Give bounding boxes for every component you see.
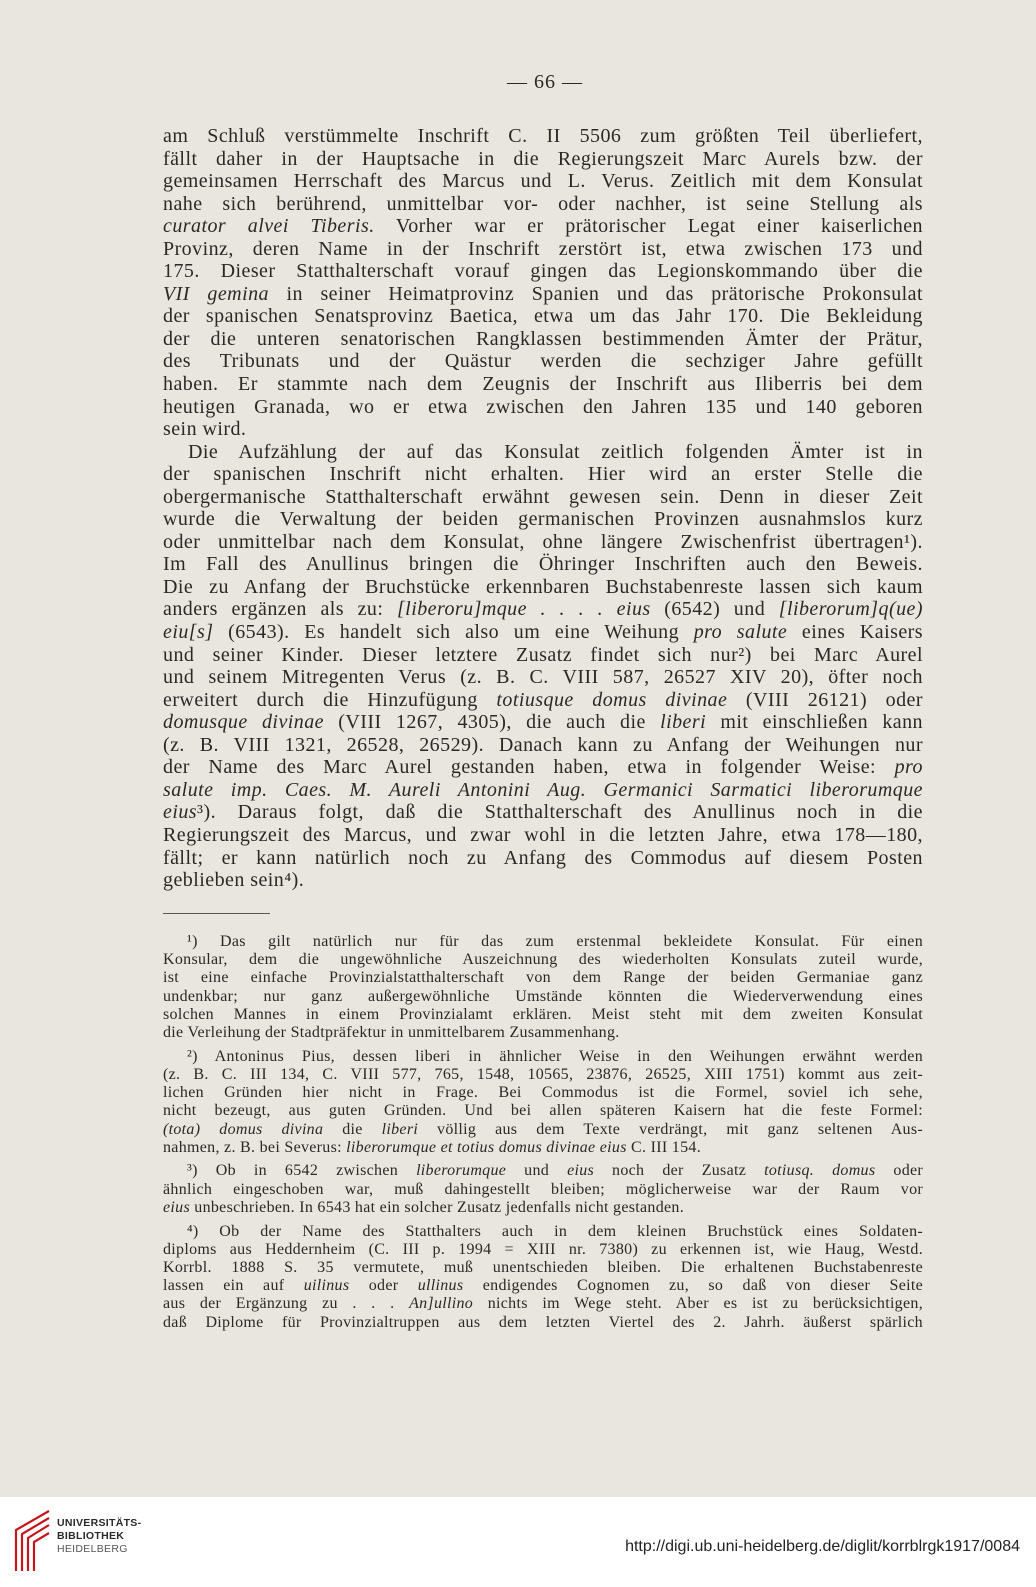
- text-line: [163, 396, 923, 419]
- text-line: [163, 1066, 923, 1084]
- text-run: Im Fall des Anullinus bringen die Öhringer Inschriften auch den Beweis.: [163, 553, 923, 576]
- text-line: [163, 951, 923, 969]
- text-run: oder: [349, 1277, 418, 1295]
- italic-text: uilinus: [303, 1277, 350, 1295]
- text-line: [163, 969, 923, 987]
- text-line: [163, 933, 923, 951]
- text-run: aus der Ergänzung zu . . .: [163, 1295, 410, 1313]
- text-line: [163, 328, 923, 351]
- text-line: [163, 621, 923, 644]
- text-run: der spanischen Senatsprovinz Baetica, etwa um das Jahr 170. Die Bekleidung: [163, 305, 923, 328]
- text-run: daß Diplome für Provinzialtruppen aus dem letzten Viertel des 2. Jahrh. äußerst spärlich: [163, 1313, 923, 1331]
- text-run: Vorher war er prätorischer Legat einer kaiserlichen: [374, 215, 923, 238]
- text-line: [163, 1259, 923, 1277]
- italic-text: [liberorum]q(ue): [778, 598, 923, 621]
- text-run: ³). Daraus folgt, daß die Statthalterschaft des Anullinus noch in die: [197, 801, 923, 824]
- text-line: [163, 148, 923, 171]
- italic-text: curator alvei Tiberis.: [163, 215, 375, 238]
- text-run: heutigen Granada, wo er etwa zwischen den Jahren 135 und 140 geboren: [163, 395, 923, 418]
- italic-text: liberi: [660, 711, 707, 734]
- text-run: undenkbar; nur ganz außergewöhnliche Umstände könnten die Wiederverwendung eines: [163, 987, 923, 1005]
- text-run: mit einschließen kann: [706, 711, 923, 734]
- text-run: haben. Er stammte nach dem Zeugnis der Inschrift aus Iliberris bei dem: [163, 373, 923, 396]
- logo-line-2: BIBLIOTHEK: [57, 1530, 125, 1542]
- italic-text: An]ullino: [409, 1295, 474, 1313]
- university-library-logo-icon: [12, 1508, 52, 1572]
- text-run: obergermanische Statthalterschaft erwähnt gewesen sein. Denn in dieser Zeit: [163, 485, 923, 508]
- text-run: Korrbl. 1888 S. 35 vermutete, muß unentschieden bleiben. Die erhaltenen Buchstabenreste: [163, 1258, 923, 1276]
- italic-text: [liberoru]mque . . . . eius: [396, 598, 651, 621]
- text-run: die Verleihung der Stadtpräfektur in unmittelbarem Zusammenhang.: [163, 1024, 620, 1042]
- text-line: [163, 779, 923, 802]
- italic-text: domusque divinae: [163, 711, 325, 734]
- document-url[interactable]: http://digi.ub.uni-heidelberg.de/diglit/korrblrgk1917/0084: [625, 1538, 1020, 1555]
- text-line: [163, 215, 923, 238]
- italic-text: totiusq. domus: [764, 1162, 876, 1180]
- text-run: nahe sich berührend, unmittelbar vor- oder nachher, ist seine Stellung als: [163, 192, 923, 215]
- text-run: solchen Mannes in einem Provinzialamt erklären. Meist steht mit dem zweiten Konsulat: [163, 1005, 923, 1023]
- text-line: [163, 666, 923, 689]
- text-line: [163, 801, 923, 824]
- text-line: [163, 1277, 923, 1295]
- italic-text: liberi: [381, 1120, 419, 1138]
- italic-text: pro salute: [693, 621, 788, 644]
- text-run: der Name des Marc Aurel gestanden haben, etwa in folgender Weise:: [163, 756, 895, 779]
- text-line: [163, 486, 923, 509]
- text-run: unbeschrieben. In 6543 hat ein solcher Zusatz jedenfalls nicht gestanden.: [189, 1198, 685, 1216]
- text-line: [163, 711, 923, 734]
- text-run: und seiner Kinder. Dieser letztere Zusatz findet sich nur²) bei Marc Aurel: [163, 643, 923, 666]
- footnote-separator: [163, 913, 270, 914]
- library-logo-text: [57, 1517, 141, 1556]
- italic-text: eiu[s]: [163, 621, 214, 644]
- text-run: eines Kaisers: [787, 621, 924, 644]
- text-line: [163, 125, 923, 148]
- text-line: [163, 1121, 923, 1139]
- text-run: ³) Ob in 6542 zwischen: [187, 1162, 417, 1180]
- text-line: [163, 283, 923, 306]
- text-line: [163, 170, 923, 193]
- text-line: [163, 689, 923, 712]
- text-run: (6543). Es handelt sich also um eine Weihung: [213, 621, 694, 644]
- text-line: [163, 869, 923, 892]
- text-line: [163, 1199, 923, 1217]
- text-run: erweitert durch die Hinzufügung: [163, 688, 497, 711]
- italic-text: (tota) domus divina: [163, 1120, 324, 1138]
- text-run: anders ergänzen als zu:: [163, 598, 397, 621]
- text-run: (6542) und: [650, 598, 779, 621]
- text-line: [163, 238, 923, 261]
- text-run: nicht bezeugt, aus guten Gründen. Und bei allen späteren Kaisern hat die feste Formel:: [163, 1102, 923, 1120]
- text-line: [163, 463, 923, 486]
- text-line: [163, 1006, 923, 1024]
- text-run: und seinem Mitregenten Verus (z. B. C. VIII 587, 26527 XIV 20), öfter noch: [163, 666, 923, 689]
- text-run: oder unmittelbar nach dem Konsulat, ohne längere Zwischenfrist übertragen¹).: [163, 530, 923, 553]
- text-run: am Schluß verstümmelte Inschrift C. II 5506 zum größten Teil überliefert,: [163, 125, 923, 147]
- text-run: ⁴) Ob der Name des Statthalters auch in dem kleinen Bruchstück eines Soldaten-: [187, 1222, 923, 1240]
- text-run: (z. B. C. III 134, C. VIII 577, 765, 1548, 10565, 23876, 26525, XIII 1751) kommt aus zeit-: [163, 1065, 923, 1083]
- text-run: ähnlich eingeschoben war, muß dahingestellt bleiben; möglicherweise war der Raum vor: [163, 1180, 923, 1198]
- text-line: [163, 644, 923, 667]
- text-line: [163, 350, 923, 373]
- text-run: noch der Zusatz: [594, 1162, 765, 1180]
- text-line: [163, 531, 923, 554]
- italic-text: VII gemina: [163, 282, 269, 305]
- text-run: sein wird.: [163, 418, 247, 441]
- italic-text: eius: [567, 1162, 595, 1180]
- text-run: oder: [875, 1162, 924, 1180]
- text-line: [163, 847, 923, 870]
- text-run: (VIII 26121) oder: [727, 688, 923, 711]
- text-run: fällt; er kann natürlich noch zu Anfang des Commodus auf diesem Posten: [163, 846, 923, 869]
- text-line: [163, 441, 923, 464]
- text-run: endigendes Cognomen zu, so daß von dieser Seite: [463, 1277, 923, 1295]
- text-line: [163, 1241, 923, 1259]
- italic-text: liberorumque: [416, 1162, 507, 1180]
- italic-text: ullinus: [417, 1277, 464, 1295]
- text-run: Die zu Anfang der Bruchstücke erkennbaren Buchstabenreste lassen sich kaum: [163, 575, 923, 598]
- text-line: [163, 1162, 923, 1180]
- text-run: wurde die Verwaltung der beiden germanischen Provinzen ausnahmslos kurz: [163, 508, 923, 531]
- logo-line-1: UNIVERSITÄTS-: [57, 1517, 142, 1529]
- paragraph-continued: [163, 125, 923, 441]
- text-line: [163, 1295, 923, 1313]
- text-run: fällt daher in der Hauptsache in die Regierungszeit Marc Aurels bzw. der: [163, 147, 923, 170]
- page-number: — 66 —: [507, 71, 583, 93]
- text-line: [163, 1314, 923, 1332]
- text-line: [163, 1181, 923, 1199]
- text-line: [163, 756, 923, 779]
- text-run: ist eine einfache Provinzialstatthalterschaft von dem Range der beiden Germaniae ganz: [163, 969, 923, 987]
- footnote-3: [163, 1162, 923, 1217]
- text-run: Regierungszeit des Marcus, und zwar wohl in die letzten Jahre, etwa 178—180,: [163, 823, 923, 846]
- italic-text: pro: [894, 756, 923, 779]
- text-line: [163, 1084, 923, 1102]
- paragraph: [163, 441, 923, 892]
- text-run: lassen ein auf: [163, 1277, 304, 1295]
- text-run: nahmen, z. B. bei Severus:: [163, 1138, 347, 1156]
- italic-text: totiusque domus divinae: [496, 688, 728, 711]
- text-run: geblieben sein⁴).: [163, 869, 305, 892]
- text-run: ¹) Das gilt natürlich nur für das zum erstenmal bekleidete Konsulat. Für einen: [187, 933, 923, 950]
- footnote-1: [163, 933, 923, 1042]
- text-line: [163, 824, 923, 847]
- text-run: (z. B. VIII 1321, 26528, 26529). Danach kann zu Anfang der Weihungen nur: [163, 733, 923, 756]
- text-run: in seiner Heimatprovinz Spanien und das prätorische Prokonsulat: [268, 282, 923, 305]
- italic-text: eius: [163, 1198, 190, 1216]
- text-run: nichts im Wege steht. Aber es ist zu berücksichtigen,: [473, 1295, 923, 1313]
- text-line: [163, 1223, 923, 1241]
- text-line: [163, 734, 923, 757]
- text-line: [163, 373, 923, 396]
- text-run: völlig aus dem Texte verdrängt, mit ganz seltenen Aus-: [418, 1120, 924, 1138]
- text-line: [163, 1048, 923, 1066]
- main-text: [163, 125, 923, 892]
- text-run: Die Aufzählung der auf das Konsulat zeitlich folgenden Ämter ist in: [188, 440, 923, 463]
- text-line: [163, 508, 923, 531]
- text-run: der spanischen Inschrift nicht erhalten. Hier wird an erster Stelle die: [163, 463, 923, 486]
- footnotes: [163, 933, 923, 1332]
- text-line: [163, 1102, 923, 1120]
- text-line: [163, 1139, 923, 1157]
- text-line: [163, 305, 923, 328]
- footnote-2: [163, 1048, 923, 1157]
- italic-text: salute imp. Caes. M. Aureli Antonini Aug. Germanici Sarmatici liberorumque: [163, 778, 923, 801]
- text-line: [163, 598, 923, 621]
- text-line: [163, 1024, 923, 1042]
- text-run: gemeinsamen Herrschaft des Marcus und L. Verus. Zeitlich mit dem Konsulat: [163, 170, 923, 193]
- text-run: die: [323, 1120, 382, 1138]
- text-run: 175. Dieser Statthalterschaft vorauf gingen das Legionskommando über die: [163, 260, 923, 283]
- text-line: [163, 576, 923, 599]
- logo-line-3: HEIDELBERG: [57, 1543, 128, 1555]
- text-line: [163, 260, 923, 283]
- text-run: Konsular, dem die ungewöhnliche Auszeichnung des wiederholten Konsulats zuteil wurde,: [163, 951, 923, 969]
- text-run: und: [506, 1162, 568, 1180]
- text-run: der die unteren senatorischen Rangklassen bestimmenden Ämter der Prätur,: [163, 327, 923, 350]
- text-run: lichen Gründen hier nicht in Frage. Bei Commodus ist die Formel, soviel ich sehe,: [163, 1084, 923, 1102]
- library-footer: [0, 1497, 1036, 1587]
- italic-text: eius: [163, 801, 198, 824]
- text-run: C. III 154.: [626, 1138, 702, 1156]
- text-line: [163, 553, 923, 576]
- text-line: [163, 193, 923, 216]
- text-run: ²) Antoninus Pius, dessen liberi in ähnlicher Weise in den Weihungen erwähnt werden: [187, 1047, 923, 1065]
- text-line: [163, 418, 923, 441]
- footnote-4: [163, 1223, 923, 1332]
- italic-text: liberorumque et totius domus divinae eius: [346, 1138, 627, 1156]
- text-run: des Tribunats und der Quästur werden die sechziger Jahre gefüllt: [163, 350, 923, 373]
- text-run: (VIII 1267, 4305), die auch die: [324, 711, 661, 734]
- text-run: diploms aus Heddernheim (C. III p. 1994 = XIII nr. 7380) zu erkennen ist, wie Haug, Westd.: [163, 1240, 923, 1258]
- text-line: [163, 988, 923, 1006]
- text-run: Provinz, deren Name in der Inschrift zerstört ist, etwa zwischen 173 und: [163, 237, 923, 260]
